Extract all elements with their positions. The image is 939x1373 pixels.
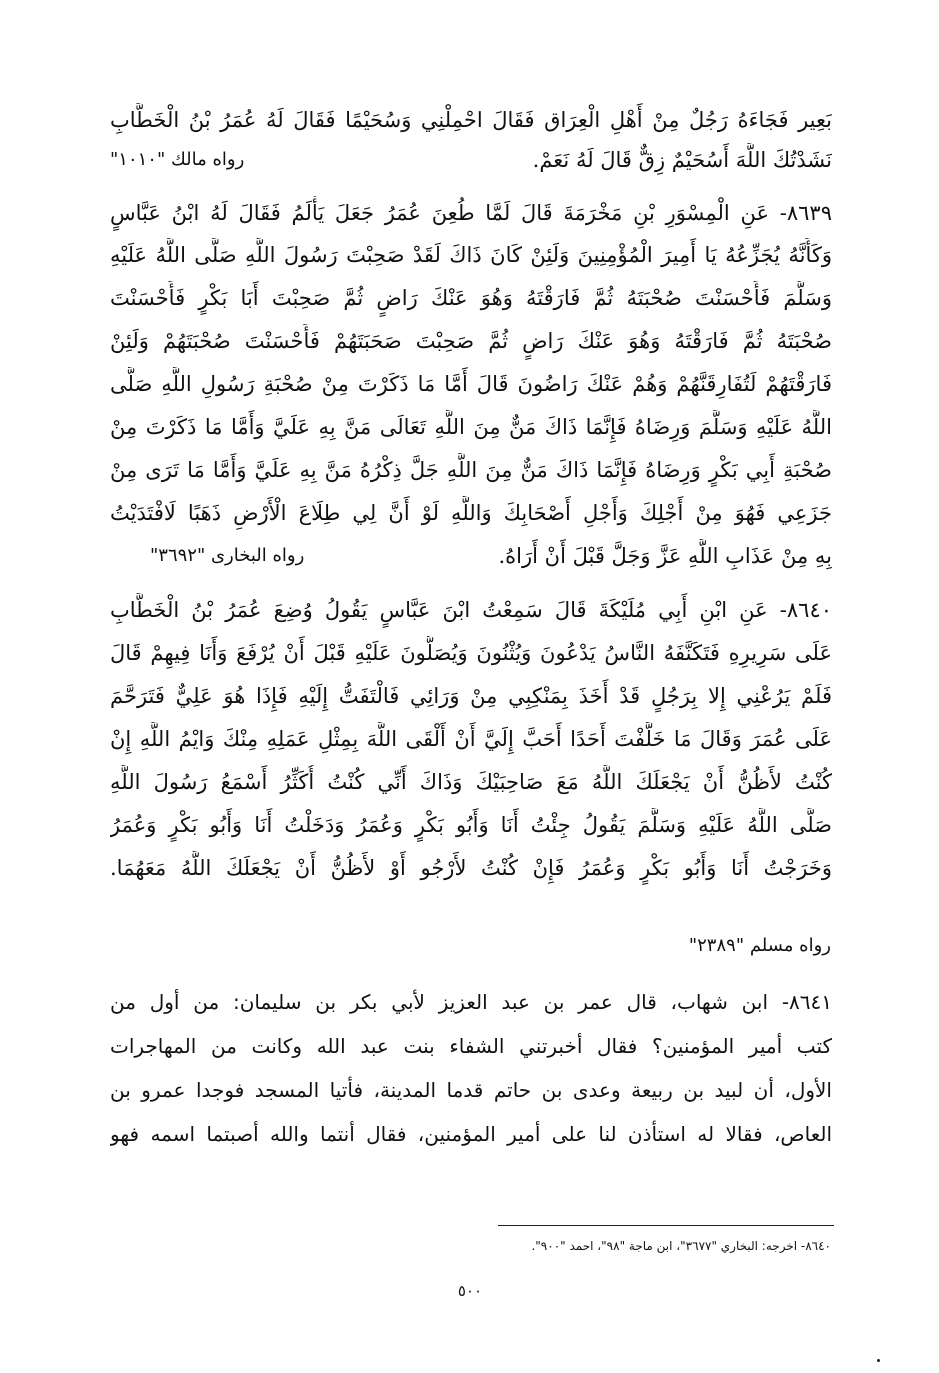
footnote-divider — [498, 1225, 834, 1226]
citation-bukhari: رواه البخارى "٣٦٩٢" — [150, 545, 305, 566]
hadith-8640-line-4: عَلَى عُمَرَ وَقَالَ مَا خَلَّفْتَ أَحَدًا أَحَبَّ إِلَيَّ أَنْ أَلْقَى اللَّهَ بِمِثْلِ عَمَلِهِ مِنْكَ وَايْمُ اللَّهِ إِنْ — [110, 727, 832, 751]
citation-muslim: رواه مسلم "٢٣٨٩" — [688, 935, 831, 956]
hadith-8641-line-2: كتب أمير المؤمنين؟ فقال أخبرتني الشفاء بنت عبد الله وكانت من المهاجرات — [110, 1034, 832, 1058]
hadith-8640-line-2: عَلَى سَرِيرِهِ فَتَكَنَّفَهُ النَّاسُ يَدْعُونَ وَيُثْنُونَ وَيُصَلُّونَ عَلَيْهِ قَبْلَ أَنْ يُرْفَعَ وَأَنَا فِيهِمْ قَالَ — [110, 641, 832, 665]
hadith-8639-line-4: صُحْبَتَهُ ثُمَّ فَارَقْتَهُ وَهُوَ عَنْكَ رَاضٍ ثُمَّ صَحِبْتَ صَحَبَتَهُمْ فَأَحْسَنْتَ صُحْبَتَهُمْ وَلَئِنْ — [110, 329, 832, 353]
hadith-8641-line-4: العاص، فقالا له استأذن لنا على أمير المؤمنين، فقال أنتما والله أصبتما اسمه فهو — [110, 1122, 832, 1146]
page-number: ٥٠٠ — [457, 1282, 483, 1300]
hadith-8639-line-2: وَكَأَنَّهُ يُجَزِّعُهُ يَا أَمِيرَ الْمُؤْمِنِينَ وَلَئِنْ كَانَ ذَاكَ لَقَدْ صَحِبْتَ رَسُولَ اللَّهِ صَلَّى اللَّهُ عَلَيْهِ — [110, 243, 832, 267]
hadith-8639-line-1: ٨٦٣٩- عَنِ الْمِسْوَرِ بْنِ مَخْرَمَةَ قَالَ لَمَّا طُعِنَ عُمَرُ جَعَلَ يَأْلَمُ فَقَالَ لَهُ ابْنُ عَبَّاسٍ — [110, 201, 832, 225]
hadith-8639-line-9 — [110, 539, 832, 579]
hadith-8641-line-3: الأول، أن لبيد بن ربيعة وعدى بن حاتم قدما المدينة، فأتيا المسجد فوجدا عمرو بن — [110, 1078, 832, 1102]
footnote: ٨٦٤٠- اخرجه: البخاري "٣٦٧٧"، ابن ماجة "٩٨"، احمد "٩٠٠". — [531, 1239, 831, 1253]
hadith-8639-line-6: اللَّهُ عَلَيْهِ وَسَلَّمَ وَرِضَاهُ فَإِنَّمَا ذَاكَ مَنٌّ مِنَ اللَّهِ تَعَالَى مَنَّ بِهِ عَلَيَّ وَأَمَّا مَا ذَكَرْتَ مِنْ — [110, 415, 832, 439]
scan-speck — [877, 1359, 880, 1362]
hadith-8639-line-7: صُحْبَةِ أَبِي بَكْرٍ وَرِضَاهُ فَإِنَّمَا ذَاكَ مَنٌّ مِنَ اللَّهِ جَلَّ ذِكْرُهُ مَنَّ بِهِ عَلَيَّ وَأَمَّا مَا تَرَى مِنْ — [110, 458, 832, 482]
hadith-8641-line-1: ٨٦٤١- ابن شهاب، قال عمر بن عبد العزيز لأبي بكر بن سليمان: من أول من — [110, 990, 832, 1014]
hadith-8638-line-1: بَعِير فَجَاءَهُ رَجُلٌ مِنْ أَهْلِ الْعِرَاق فَقَالَ احْمِلْنِي وَسُحَيْمًا فَقَالَ لَهُ عُمَرُ بْنُ الْخَطَّابِ — [110, 108, 832, 132]
hadith-8638-line-2 — [110, 143, 832, 183]
hadith-8640-line-3: فَلَمْ يَرُعْنِي إِلا بِرَجُلٍ قَدْ أَخَذَ بِمَنْكِبِي مِنْ وَرَائِي فَالْتَفَتُّ إِلَيْهِ فَإِذَا هُوَ عَلِيٌّ فَتَرَحَّمَ — [110, 684, 832, 708]
hadith-8639-last-text: بِهِ مِنْ عَذَابِ اللَّهِ عَزَّ وَجَلَّ قَبْلَ أَنْ أَرَاهُ. — [498, 544, 832, 568]
hadith-8639-line-8: جَزَعِي فَهُوَ مِنْ أَجْلِكَ وَأَجْلِ أَصْحَابِكَ وَاللَّهِ لَوْ أَنَّ لِي طِلَاعَ الْأَرْضِ ذَهَبًا لَافْتَدَيْتُ — [110, 501, 832, 525]
hadith-8640-line-7: وَخَرَجْتُ أَنَا وَأَبُو بَكْرٍ وَعُمَرُ فَإِنْ كُنْتُ لأَرْجُو أَوْ لأَظُنُّ أَنْ يَجْعَلَكَ اللَّهُ مَعَهُمَا. — [110, 856, 832, 880]
hadith-8639-line-3: وَسَلَّمَ فَأَحْسَنْتَ صُحْبَتَهُ ثُمَّ فَارَقْتَهُ وَهُوَ عَنْكَ رَاضٍ ثُمَّ صَحِبْتَ أَبَا بَكْرٍ فَأَحْسَنْتَ — [110, 286, 832, 310]
hadith-8640-line-6: صَلَّى اللَّهُ عَلَيْهِ وَسَلَّمَ يَقُولُ جِئْتُ أَنَا وَأَبُو بَكْرٍ وَعُمَرُ وَدَخَلْتُ أَنَا وَأَبُو بَكْرٍ وَعُمَرُ — [110, 813, 832, 837]
hadith-8639-line-5: فَارَقْتَهُمْ لَتُفَارِقَنَّهُمْ وَهُمْ عَنْكَ رَاضُونَ قَالَ أَمَّا مَا ذَكَرْتَ مِنْ صُحْبَةِ رَسُولِ اللَّهِ صَلَّى — [110, 372, 832, 396]
hadith-8640-line-1: ٨٦٤٠- عَنِ ابْنِ أَبِي مُلَيْكَةَ قَالَ سَمِعْتُ ابْنَ عَبَّاسٍ يَقُولُ وُضِعَ عُمَرُ بْنُ الْخَطَّابِ — [110, 598, 832, 622]
hadith-8638-text: نَشَدْتُكَ اللَّهَ أَسُحَيْمٌ زِقٌّ قَالَ لَهُ نَعَمْ. — [532, 148, 832, 172]
citation-malik: رواه مالك "١٠١٠" — [110, 149, 245, 170]
hadith-8640-line-5: كُنْتُ لأَظُنُّ أَنْ يَجْعَلَكَ اللَّهُ مَعَ صَاحِبَيْكَ وَذَاكَ أَنِّي كُنْتُ أُكَثِّرُ أَسْمَعُ رَسُولَ اللَّهِ — [110, 770, 832, 794]
